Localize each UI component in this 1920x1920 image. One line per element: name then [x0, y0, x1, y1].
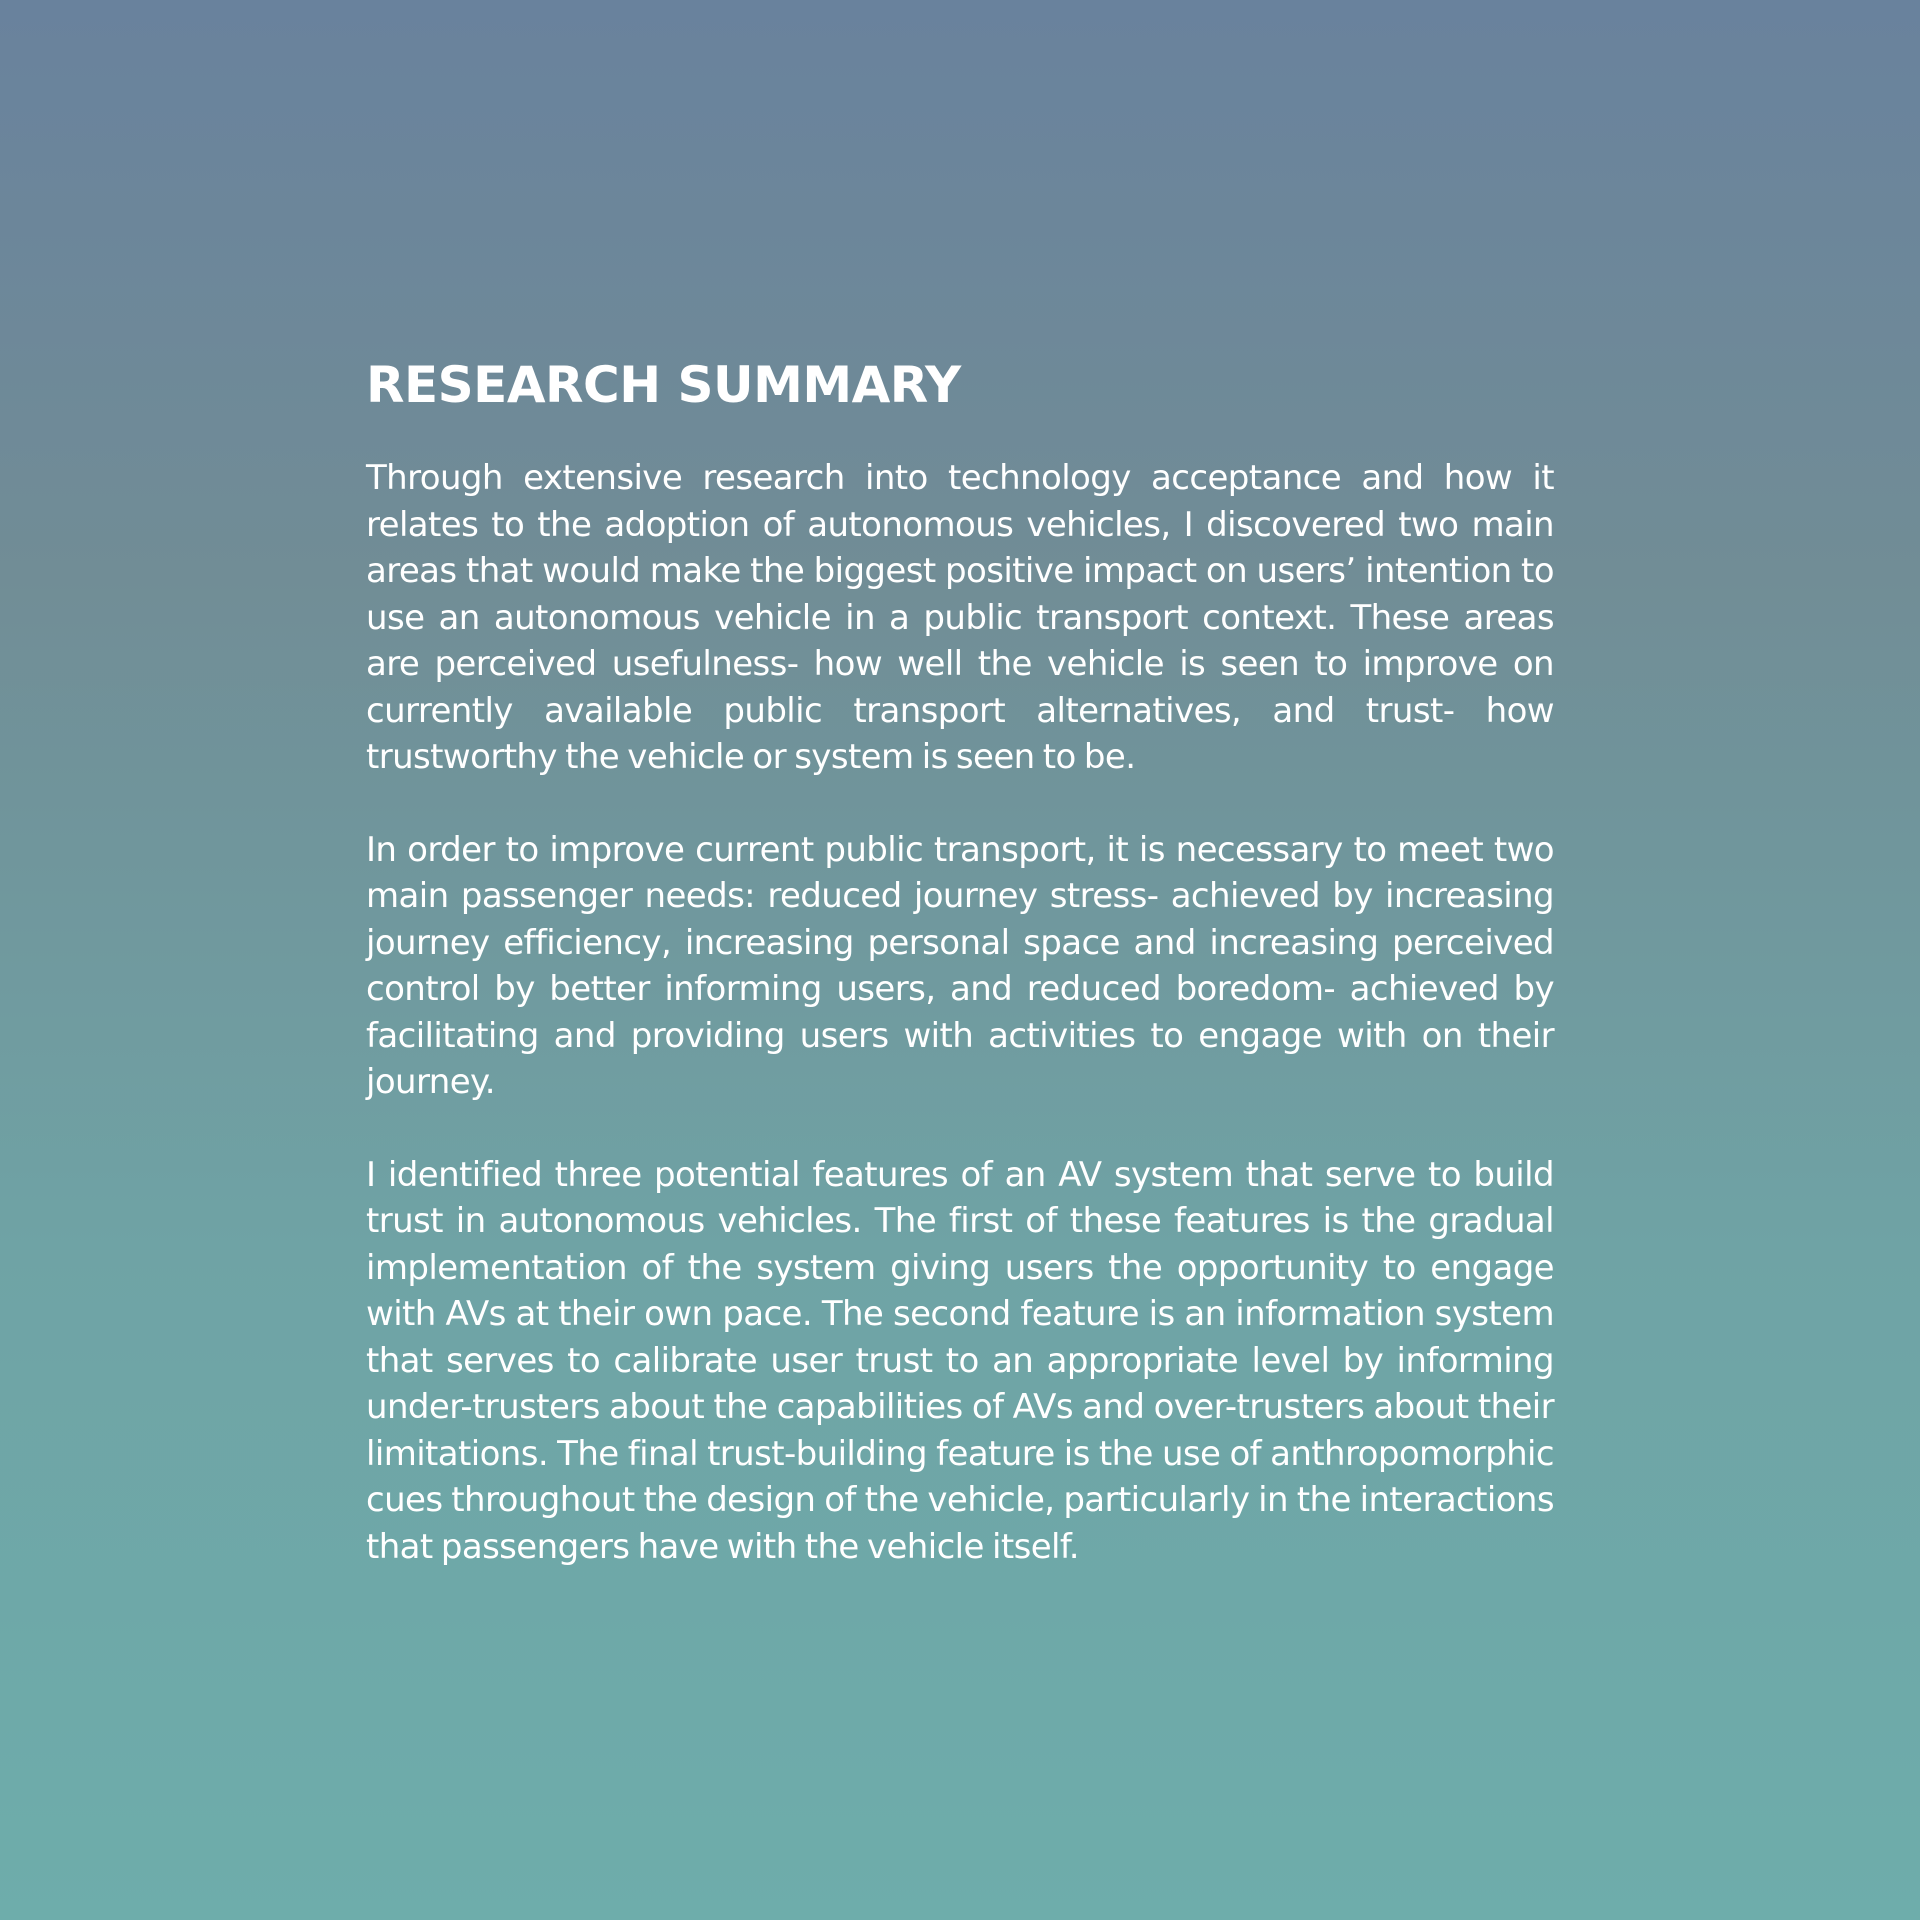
paragraph-trust-features: I identified three potential features of an AV system that serve to build trust in autonomous vehicles. The first of these features is the gradual implementation of the system giving users the opportunity to engage with AVs at their own pace. The second feature is an information system that serves to calibrate user trust to an appropriate level by informing under-trusters about the capabilities of AVs and over-trusters about their limitations. The final trust-building feature is the use of anthropomorphic cues throughout the design of the vehicle, particularly in the interactions that passengers have with the vehicle itself. — [366, 1154, 1554, 1567]
paragraph-passenger-needs: In order to improve current public transport, it is necessary to meet two main passenger needs: reduced journey stress- achieved by increasing journey efficiency, increasing personal space and increasing perceived control by better informing users, and reduced boredom- achieved by facilitating and providing users with activities to engage with on their journey. — [366, 829, 1554, 1102]
page-title: RESEARCH SUMMARY — [366, 356, 961, 414]
paragraph-technology-acceptance: Through extensive research into technology acceptance and how it relates to the adoption of autonomous vehicles, I discovered two main areas that would make the biggest positive impact on users’ intention to use an autonomous vehicle in a public transport context. These areas are perceived usefulness- how well the vehicle is seen to improve on currently available public transport alternatives, and trust- how trustworthy the vehicle or system is seen to be. — [366, 458, 1554, 777]
summary-body — [366, 455, 1554, 1570]
research-summary-page — [366, 355, 1554, 1570]
